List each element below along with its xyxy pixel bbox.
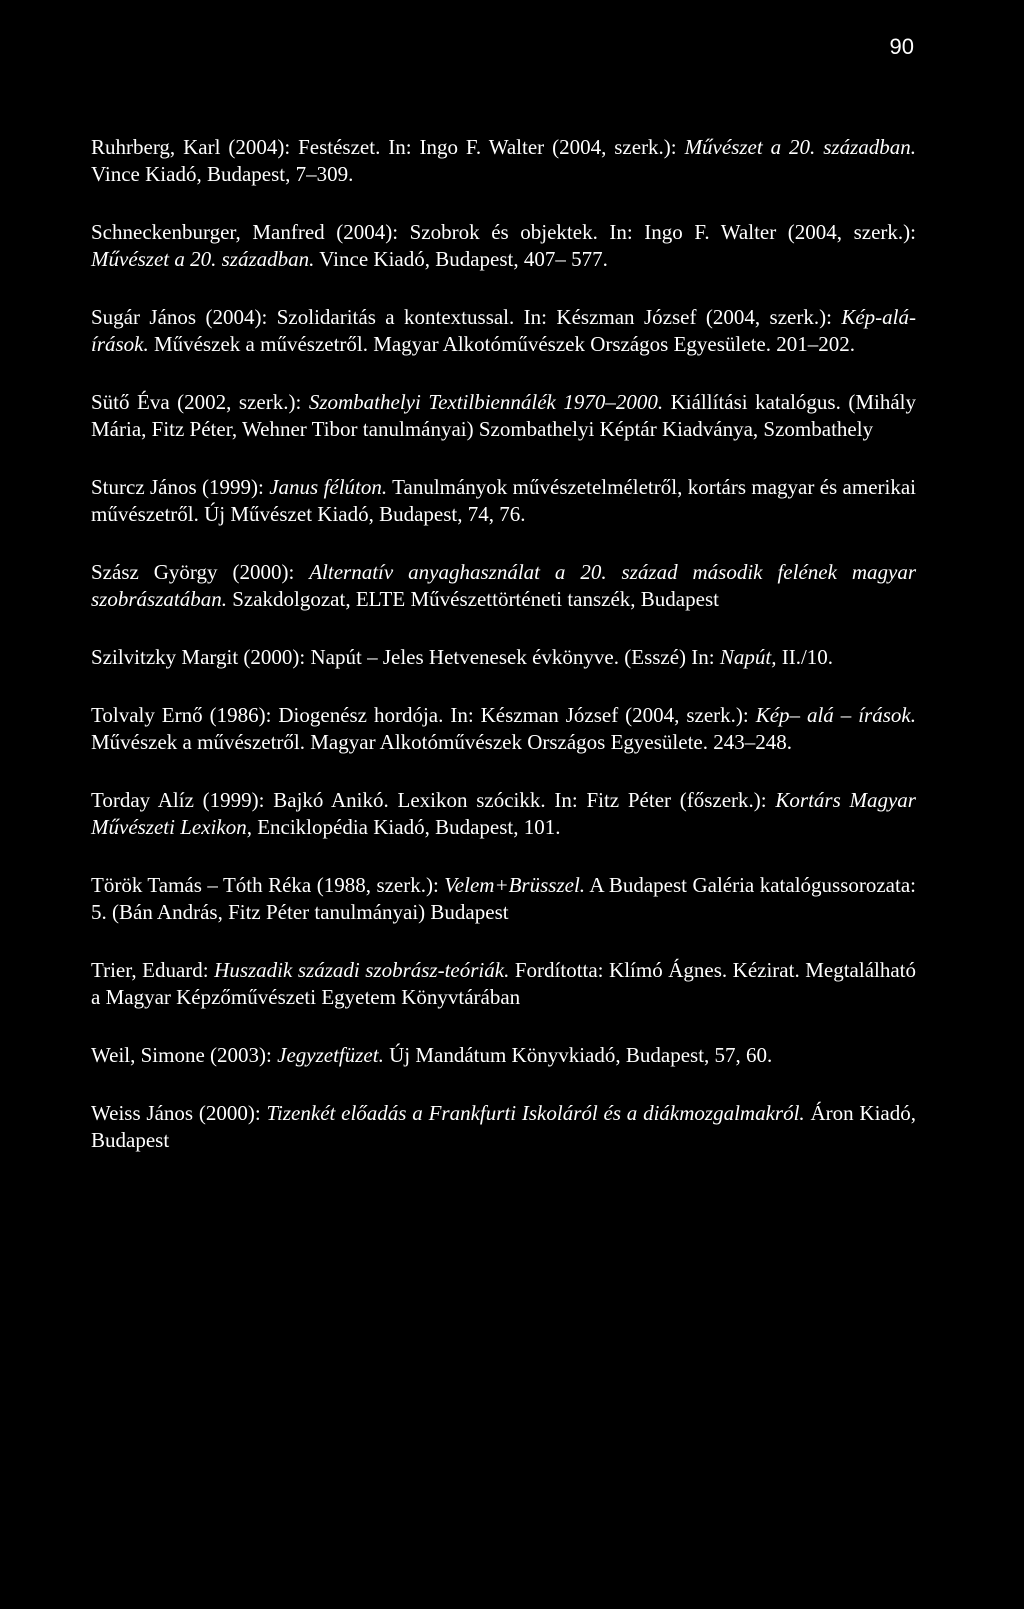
entry-text: Kiállítási katalógus. (Mihály Mária, Fitz Péter, Wehner Tibor tanulmányai) Szombathelyi Képtár Kiadványa, Szombathely	[91, 390, 917, 441]
entry-text: II./10.	[776, 645, 834, 669]
bibliography-entry-torday	[91, 787, 916, 841]
entry-text: Sütő Éva (2002, szerk.):	[91, 390, 309, 414]
entry-text: Ruhrberg, Karl (2004): Festészet. In: Ingo F. Walter (2004, szerk.):	[91, 135, 685, 159]
bibliography-entry-suto	[91, 389, 916, 443]
entry-text: Fordította: Klímó Ágnes. Kézirat. Megtalálható a Magyar Képzőművészeti Egyetem Könyvtárában	[91, 958, 917, 1009]
entry-text: Tolvaly Ernő (1986): Diogenész hordója. In: Készman József (2004, szerk.):	[91, 703, 756, 727]
bibliography-entry-sturcz	[91, 474, 916, 528]
bibliography-entry-szilvitzky	[91, 644, 916, 671]
entry-text: Trier, Eduard:	[91, 958, 215, 982]
entry-text: Enciklopédia Kiadó, Budapest, 101.	[251, 815, 561, 839]
entry-title-italic: Velem+Brüsszel.	[444, 873, 586, 897]
page-number: 90	[889, 34, 914, 59]
bibliography-entry-trier	[91, 957, 916, 1011]
entry-title-italic: Janus félúton.	[269, 475, 388, 499]
entry-text: Vince Kiadó, Budapest, 7–309.	[91, 162, 354, 186]
entry-text: Művészek a művészetről. Magyar Alkotóművészek Országos Egyesülete. 201–202.	[148, 332, 855, 356]
entry-title-italic: Huszadik századi szobrász-teóriák.	[214, 958, 510, 982]
entry-title-italic: Jegyzetfüzet.	[277, 1043, 384, 1067]
entry-title-italic: Művészet a 20. században.	[91, 247, 315, 271]
entry-title-italic: Tizenkét előadás a Frankfurti Iskoláról és a diákmozgalmakról.	[266, 1101, 805, 1125]
entry-text: Weil, Simone (2003):	[91, 1043, 278, 1067]
entry-text: Szász György (2000):	[91, 560, 310, 584]
bibliography-entry-szasz	[91, 559, 916, 613]
entry-text: Szakdolgozat, ELTE Művészettörténeti tanszék, Budapest	[226, 587, 719, 611]
bibliography-entry-torok	[91, 872, 916, 926]
entry-title-italic: Kortárs Magyar Művészeti Lexikon,	[91, 788, 916, 839]
bibliography-entry-sugar	[91, 304, 916, 358]
bibliography-entry-schneckenburger	[91, 219, 916, 273]
bibliography-entry-tolvaly	[91, 702, 916, 756]
entry-title-italic: Művészet a 20. században.	[684, 135, 916, 159]
entry-text: Áron Kiadó, Budapest	[91, 1101, 916, 1152]
entry-text: Schneckenburger, Manfred (2004): Szobrok és objektek. In: Ingo F. Walter (2004, szerk.):	[91, 220, 916, 244]
entry-text: A Budapest Galéria katalógussorozata: 5. (Bán András, Fitz Péter tanulmányai) Budapest	[91, 873, 916, 924]
bibliography-entry-ruhrberg	[91, 134, 916, 188]
entry-title-italic: Alternatív anyaghasználat a 20. század második felének magyar szobrászatában.	[91, 560, 916, 611]
entry-text: Új Mandátum Könyvkiadó, Budapest, 57, 60.	[383, 1043, 773, 1067]
entry-text: Szilvitzky Margit (2000): Napút – Jeles Hetvenesek évkönyve. (Esszé) In:	[91, 645, 720, 669]
entry-text: Sturcz János (1999):	[91, 475, 270, 499]
entry-title-italic: Szombathelyi Textilbiennálék 1970–2000.	[308, 390, 664, 414]
entry-title-italic: Napút,	[719, 645, 777, 669]
entry-text: Tanulmányok művészetelméletről, kortárs magyar és amerikai művészetről. Új Művészet Kiadó, Budapest, 74, 76.	[91, 475, 917, 526]
bibliography-list	[91, 134, 916, 1154]
entry-title-italic: Kép-alá-írások.	[91, 305, 916, 356]
bibliography-entry-weil	[91, 1042, 916, 1069]
entry-text: Török Tamás – Tóth Réka (1988, szerk.):	[91, 873, 445, 897]
entry-text: Sugár János (2004): Szolidaritás a kontextussal. In: Készman József (2004, szerk.):	[91, 305, 842, 329]
entry-title-italic: Kép– alá – írások.	[755, 703, 916, 727]
entry-text: Weiss János (2000):	[91, 1101, 267, 1125]
entry-text: Torday Alíz (1999): Bajkó Anikó. Lexikon szócikk. In: Fitz Péter (főszerk.):	[91, 788, 776, 812]
entry-text: Vince Kiadó, Budapest, 407– 577.	[314, 247, 608, 271]
bibliography-entry-weiss	[91, 1100, 916, 1154]
entry-text: Művészek a művészetről. Magyar Alkotóművészek Országos Egyesülete. 243–248.	[91, 730, 792, 754]
